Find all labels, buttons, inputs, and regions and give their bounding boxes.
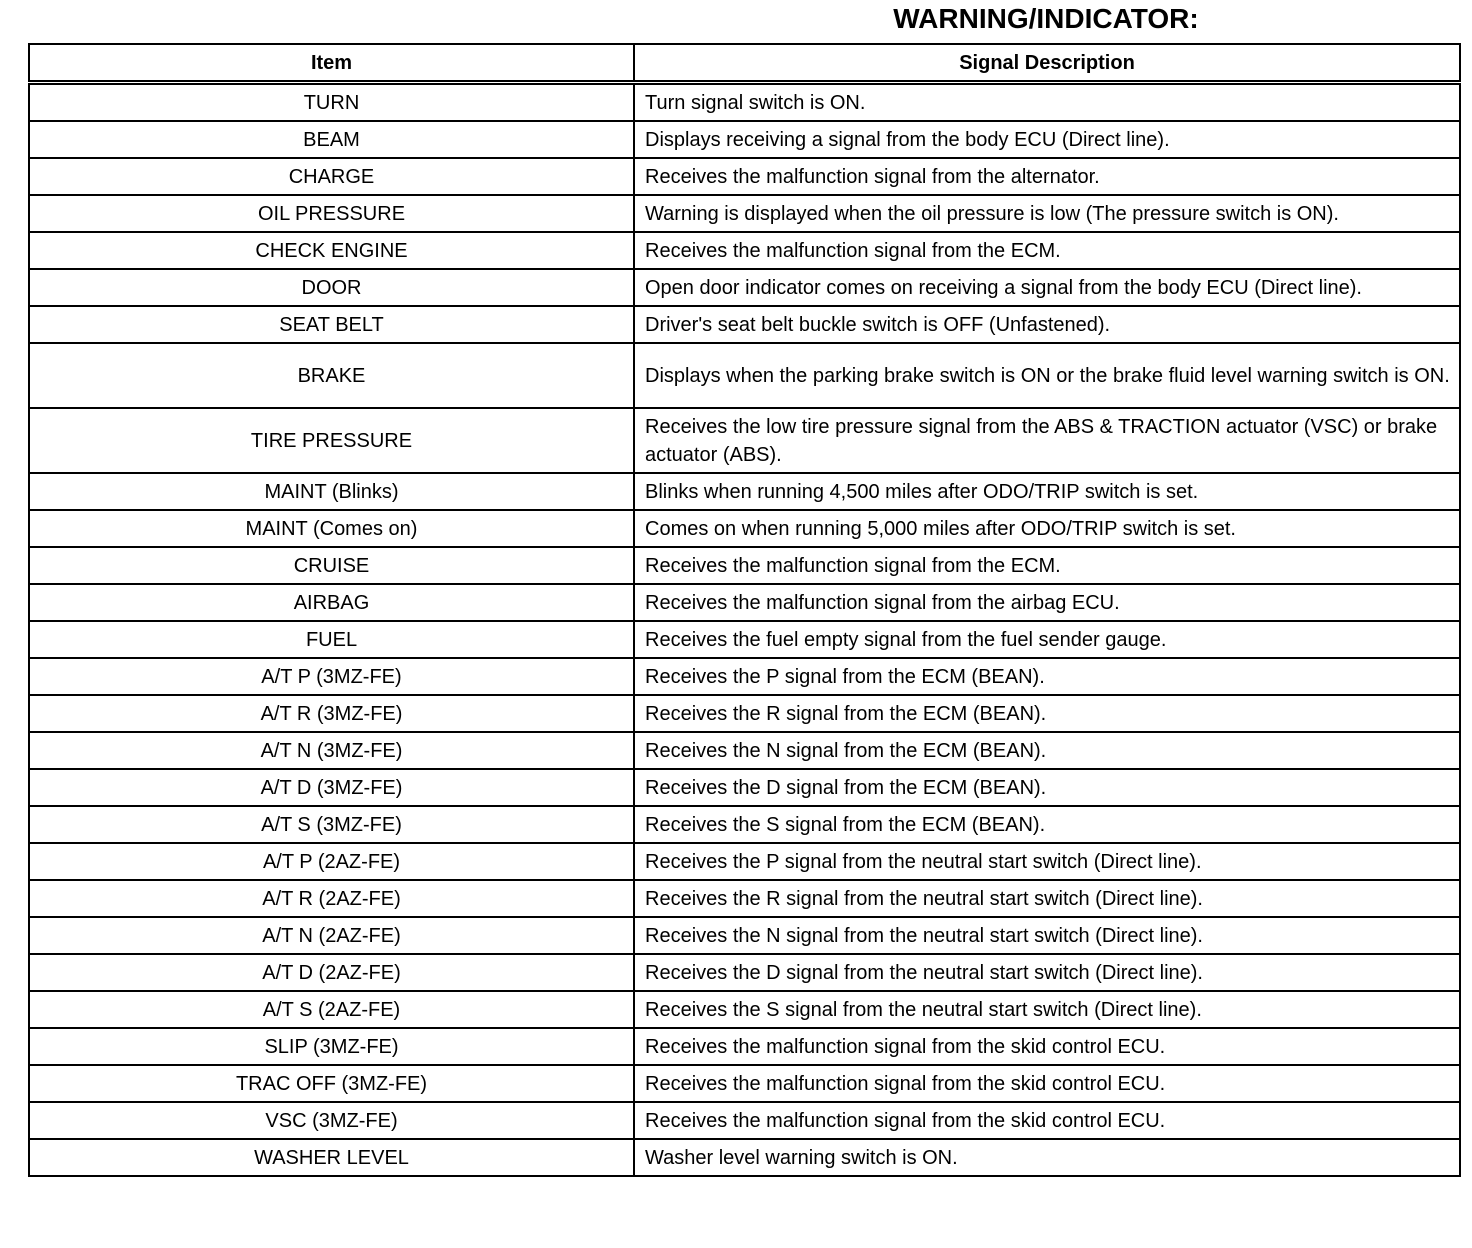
table-row <box>29 510 1460 547</box>
description-cell: Receives the malfunction signal from the airbag ECU. <box>634 584 1460 621</box>
table-row <box>29 769 1460 806</box>
item-cell: CRUISE <box>29 547 634 584</box>
description-cell: Receives the P signal from the ECM (BEAN). <box>634 658 1460 695</box>
item-cell: A/T D (3MZ-FE) <box>29 769 634 806</box>
description-cell: Receives the D signal from the ECM (BEAN). <box>634 769 1460 806</box>
description-cell: Receives the fuel empty signal from the fuel sender gauge. <box>634 621 1460 658</box>
table-row <box>29 408 1460 473</box>
item-cell: A/T P (2AZ-FE) <box>29 843 634 880</box>
table-row <box>29 1065 1460 1102</box>
description-cell: Receives the low tire pressure signal from the ABS & TRACTION actuator (VSC) or brake actuator (ABS). <box>634 408 1460 473</box>
table-row <box>29 232 1460 269</box>
table-row <box>29 880 1460 917</box>
description-cell: Comes on when running 5,000 miles after ODO/TRIP switch is set. <box>634 510 1460 547</box>
item-cell: MAINT (Comes on) <box>29 510 634 547</box>
page-title: WARNING/INDICATOR: <box>893 3 1199 34</box>
item-cell: MAINT (Blinks) <box>29 473 634 510</box>
table-row <box>29 843 1460 880</box>
item-cell: VSC (3MZ-FE) <box>29 1102 634 1139</box>
item-cell: A/T R (3MZ-FE) <box>29 695 634 732</box>
description-cell: Receives the S signal from the ECM (BEAN). <box>634 806 1460 843</box>
table-row <box>29 343 1460 408</box>
description-cell: Receives the malfunction signal from the skid control ECU. <box>634 1028 1460 1065</box>
table-row <box>29 83 1460 122</box>
item-cell: A/T S (3MZ-FE) <box>29 806 634 843</box>
item-cell: A/T S (2AZ-FE) <box>29 991 634 1028</box>
item-cell: TRAC OFF (3MZ-FE) <box>29 1065 634 1102</box>
description-cell: Receives the R signal from the neutral start switch (Direct line). <box>634 880 1460 917</box>
table-row <box>29 695 1460 732</box>
item-cell: DOOR <box>29 269 634 306</box>
description-cell: Receives the P signal from the neutral start switch (Direct line). <box>634 843 1460 880</box>
description-cell: Displays receiving a signal from the body ECU (Direct line). <box>634 121 1460 158</box>
item-cell: CHECK ENGINE <box>29 232 634 269</box>
description-cell: Receives the S signal from the neutral start switch (Direct line). <box>634 991 1460 1028</box>
description-cell: Open door indicator comes on receiving a signal from the body ECU (Direct line). <box>634 269 1460 306</box>
item-cell: TIRE PRESSURE <box>29 408 634 473</box>
item-cell: A/T P (3MZ-FE) <box>29 658 634 695</box>
item-cell: A/T D (2AZ-FE) <box>29 954 634 991</box>
description-cell: Receives the malfunction signal from the skid control ECU. <box>634 1065 1460 1102</box>
description-cell: Displays when the parking brake switch is ON or the brake fluid level warning switch is ON. <box>634 343 1460 408</box>
table-row <box>29 547 1460 584</box>
table-header-row <box>29 44 1460 83</box>
description-cell: Receives the N signal from the ECM (BEAN). <box>634 732 1460 769</box>
item-cell: A/T N (3MZ-FE) <box>29 732 634 769</box>
item-cell: WASHER LEVEL <box>29 1139 634 1176</box>
table-row <box>29 195 1460 232</box>
table-row <box>29 473 1460 510</box>
table-row <box>29 584 1460 621</box>
table-row <box>29 658 1460 695</box>
table-row <box>29 1139 1460 1176</box>
description-cell: Receives the malfunction signal from the skid control ECU. <box>634 1102 1460 1139</box>
description-cell: Blinks when running 4,500 miles after ODO/TRIP switch is set. <box>634 473 1460 510</box>
table-row <box>29 158 1460 195</box>
item-cell: BEAM <box>29 121 634 158</box>
table-row <box>29 621 1460 658</box>
description-cell: Driver's seat belt buckle switch is OFF (Unfastened). <box>634 306 1460 343</box>
item-cell: OIL PRESSURE <box>29 195 634 232</box>
item-cell: AIRBAG <box>29 584 634 621</box>
description-cell: Washer level warning switch is ON. <box>634 1139 1460 1176</box>
description-cell: Receives the N signal from the neutral start switch (Direct line). <box>634 917 1460 954</box>
table-row <box>29 732 1460 769</box>
description-cell: Receives the malfunction signal from the ECM. <box>634 232 1460 269</box>
description-cell: Turn signal switch is ON. <box>634 83 1460 122</box>
table-row <box>29 306 1460 343</box>
description-cell: Receives the R signal from the ECM (BEAN). <box>634 695 1460 732</box>
table-row <box>29 917 1460 954</box>
description-cell: Receives the malfunction signal from the alternator. <box>634 158 1460 195</box>
item-cell: A/T R (2AZ-FE) <box>29 880 634 917</box>
item-cell: A/T N (2AZ-FE) <box>29 917 634 954</box>
item-cell: TURN <box>29 83 634 122</box>
item-cell: SEAT BELT <box>29 306 634 343</box>
table-row <box>29 121 1460 158</box>
table-row <box>29 269 1460 306</box>
table-row <box>29 1028 1460 1065</box>
description-cell: Receives the malfunction signal from the ECM. <box>634 547 1460 584</box>
table-row <box>29 991 1460 1028</box>
table-row <box>29 806 1460 843</box>
description-cell: Receives the D signal from the neutral start switch (Direct line). <box>634 954 1460 991</box>
item-cell: SLIP (3MZ-FE) <box>29 1028 634 1065</box>
table-row <box>29 954 1460 991</box>
column-header-signal-description: Signal Description <box>634 44 1460 83</box>
column-header-item: Item <box>29 44 634 83</box>
item-cell: CHARGE <box>29 158 634 195</box>
warning-indicator-table <box>28 43 1461 1177</box>
description-cell: Warning is displayed when the oil pressure is low (The pressure switch is ON). <box>634 195 1460 232</box>
item-cell: BRAKE <box>29 343 634 408</box>
item-cell: FUEL <box>29 621 634 658</box>
table-row <box>29 1102 1460 1139</box>
